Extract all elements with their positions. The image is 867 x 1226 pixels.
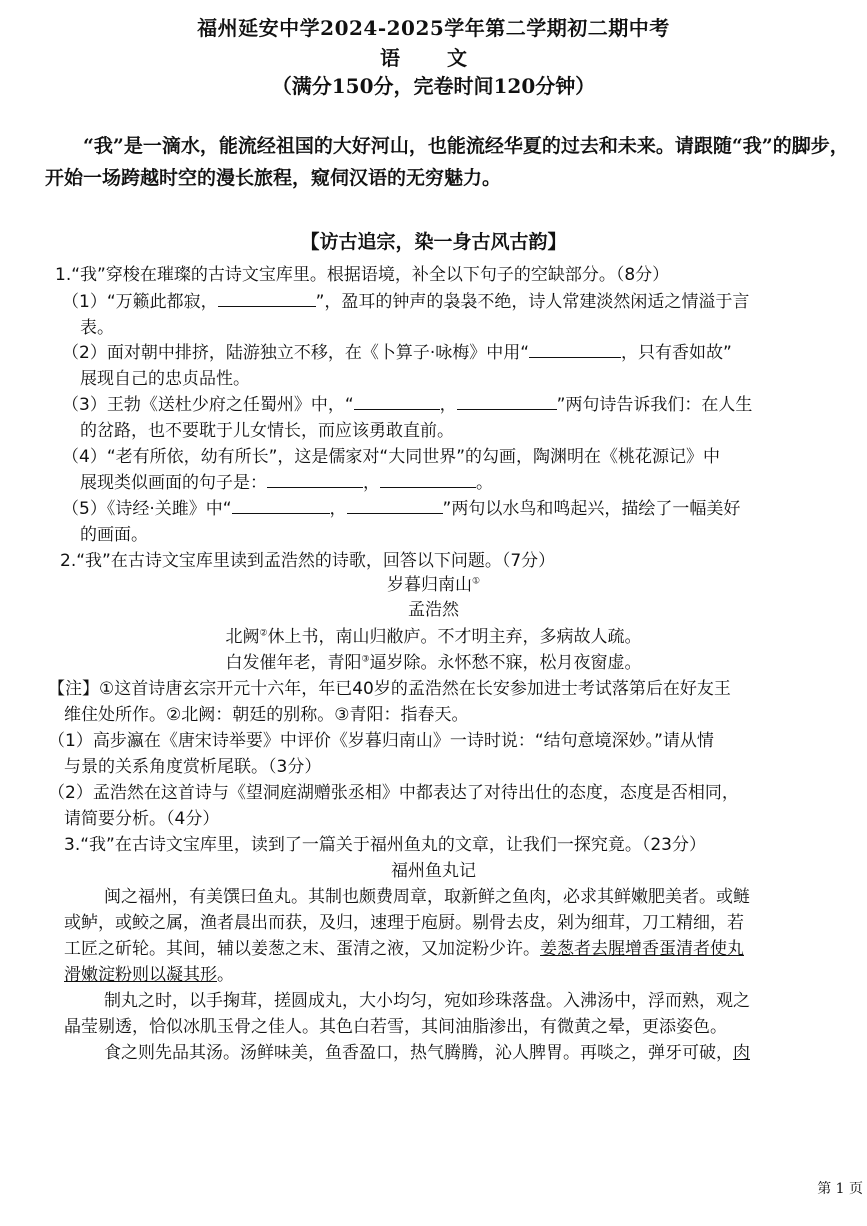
underlined-char: 肉	[733, 1043, 750, 1063]
q1-item5-cont: 的画面。	[80, 525, 148, 545]
q1-item1	[62, 287, 749, 312]
q1-item1-cont: 表。	[80, 318, 114, 338]
underlined-sentence: 姜葱者去腥增香蛋清者使丸	[540, 939, 744, 959]
page-number: 第 1 页	[817, 1181, 863, 1197]
q3-para1-line1: 闽之福州，有美馔曰鱼丸。其制也颇费周章，取新鲜之鱼肉，必求其鲜嫩肥美者。或鲢	[104, 887, 750, 907]
q1-stem: 1.“我”穿梭在璀璨的古诗文宝库里。根据语境，补全以下句子的空缺部分。（8分）	[55, 265, 670, 285]
poem-line-1a: 北阙	[225, 627, 260, 647]
q3-text-title: 福州鱼丸记	[391, 861, 476, 881]
q1-item5	[62, 494, 740, 519]
q2-sub2-cont: 请简要分析。（4分）	[64, 809, 220, 829]
q1-item2-text-b: ，只有香如故”	[621, 343, 732, 363]
answer-blank[interactable]	[218, 290, 316, 307]
poem-title	[0, 570, 867, 595]
answer-blank[interactable]	[380, 471, 476, 488]
q3-stem: 3.“我”在古诗文宝库里，读到了一篇关于福州鱼丸的文章，让我们一探究竟。（23分）	[64, 835, 706, 855]
q1-item5-text-a: （5）《诗经·关雎》中“	[62, 499, 232, 519]
q3-para1-line3-text: 工匠之斫轮。其间，辅以姜葱之末、蛋清之液，又加淀粉少许。	[64, 939, 540, 959]
q2-sub1-cont: 与景的关系角度赏析尾联。（3分）	[64, 757, 322, 777]
note-mark-3: ③	[361, 654, 370, 665]
q1-item4-text-b: 展现类似画面的句子是：	[80, 473, 267, 493]
subject-label: 语 文	[380, 46, 487, 70]
q3-para1-period: 。	[217, 965, 234, 985]
underlined-sentence-cont: 滑嫩淀粉则以凝其形	[64, 965, 217, 985]
exam-meta: （满分150分，完卷时间120分钟）	[271, 74, 596, 98]
q3-para2-line2: 晶莹剔透，恰似冰肌玉骨之佳人。其色白若雪，其间油脂渗出，有微黄之晕，更添姿色。	[64, 1017, 727, 1037]
note-mark-2: ②	[259, 628, 268, 639]
q1-item4: （4）“老有所依，幼有所长”，这是儒家对“大同世界”的勾画，陶渊明在《桃花源记》中	[62, 447, 721, 467]
poem-line-2a: 白发催年老，青阳	[225, 653, 362, 673]
answer-blank[interactable]	[457, 393, 557, 410]
poem-line-2	[0, 648, 867, 673]
q1-item5-comma: ，	[329, 499, 347, 519]
q3-para1-line3	[64, 934, 744, 959]
q1-item3-comma: ，	[439, 395, 457, 415]
answer-blank[interactable]	[354, 393, 440, 410]
q1-item2-cont: 展现自己的忠贞品性。	[80, 369, 250, 389]
exam-title: 福州延安中学2024-2025学年第二学期初二期中考	[197, 16, 670, 40]
poem-title-text: 岁暮归南山	[386, 575, 472, 595]
poem-note-1: 【注】①这首诗唐玄宗开元十六年，年已40岁的孟浩然在长安参加进士考试落第后在好友王	[48, 679, 731, 699]
poem-author: 孟浩然	[408, 600, 459, 620]
poem-line-2b: 逼岁除。永怀愁不寐，松月夜窗虚。	[369, 653, 642, 673]
q1-item2-text-a: （2）面对朝中排挤，陆游独立不移，在《卜算子·咏梅》中用“	[62, 343, 530, 363]
section-title: 【访古追宗，染一身古风古韵】	[300, 231, 567, 253]
poem-title-note-mark: ①	[471, 576, 481, 587]
q2-sub1: （1）高步瀛在《唐宋诗举要》中评价《岁暮归南山》一诗时说：“结句意境深妙。”请从情	[48, 731, 714, 751]
q1-item1-text-b: ”，盈耳的钟声的袅袅不绝，诗人常建淡然闲适之情溢于言	[315, 292, 750, 312]
q1-item1-text-a: （1）“万籁此都寂，	[62, 292, 218, 312]
answer-blank[interactable]	[529, 341, 621, 358]
q3-para1-line4	[64, 960, 234, 985]
answer-blank[interactable]	[267, 471, 363, 488]
q1-item4-cont	[80, 468, 493, 493]
q1-item3-text-c: ”两句诗告诉我们：在人生	[556, 395, 753, 415]
q2-stem: 2.“我”在古诗文宝库里读到孟浩然的诗歌，回答以下问题。（7分）	[60, 551, 556, 571]
q3-para3-line1	[104, 1038, 750, 1063]
q2-sub2: （2）孟浩然在这首诗与《望洞庭湖赠张丞相》中都表达了对待出仕的态度，态度是否相同，	[48, 783, 739, 803]
poem-line-1	[0, 622, 867, 647]
q1-item2	[62, 338, 732, 363]
q3-para3-text: 食之则先品其汤。汤鲜味美，鱼香盈口，热气腾腾，沁人脾胃。再啖之，弹牙可破，	[104, 1043, 733, 1063]
answer-blank[interactable]	[347, 497, 443, 514]
q1-item4-comma: ，	[363, 473, 380, 493]
q1-item5-text-c: ”两句以水鸟和鸣起兴，描绘了一幅美好	[442, 499, 741, 519]
q1-item3	[62, 390, 752, 415]
intro-paragraph: “我”是一滴水，能流经祖国的大好河山，也能流经华夏的过去和未来。请跟随“我”的脚步，开始一场跨越时空的漫长旅程，窥伺汉语的无穷魅力。	[45, 135, 849, 189]
q1-item3-text-a: （3）王勃《送杜少府之任蜀州》中，“	[62, 395, 354, 415]
q3-para2-line1: 制丸之时，以手掬茸，搓圆成丸，大小均匀，宛如珍珠落盘。入沸汤中，浮而熟，观之	[104, 991, 750, 1011]
answer-blank[interactable]	[232, 497, 330, 514]
q1-item3-cont: 的岔路，也不要耽于儿女情长，而应该勇敢直前。	[80, 421, 454, 441]
q1-item4-period: 。	[476, 473, 493, 493]
q3-para1-line2: 或鲈，或鲛之属，渔者晨出而获，及归，速理于庖厨。剔骨去皮，剁为细茸，刀工精细，若	[64, 913, 744, 933]
poem-note-2: 维住处所作。②北阙：朝廷的别称。③青阳：指春天。	[64, 705, 469, 725]
poem-line-1b: 休上书，南山归敝庐。不才明主弃，多病故人疏。	[267, 627, 642, 647]
